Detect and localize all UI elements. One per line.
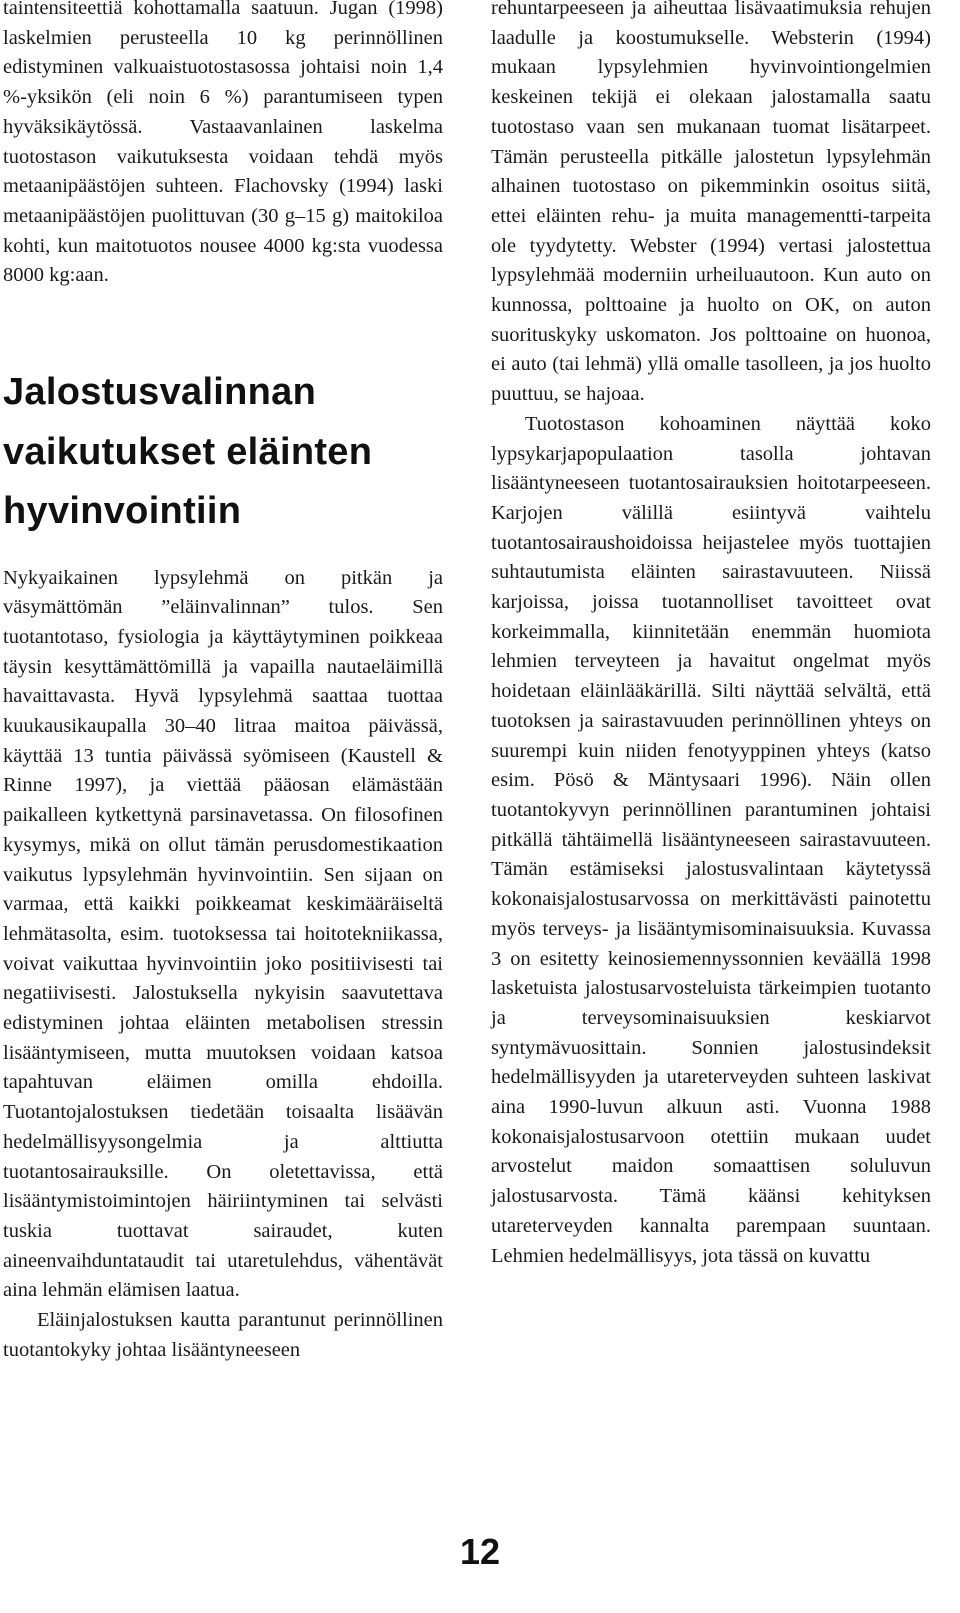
paragraph-section-intro: Nykyaikainen lypsylehmä on pitkän ja väsymättömän ”eläinvalinnan” tulos. Sen tuotantotaso, fysiologia ja käyttäytyminen poikkeaa täysin kesyttämättömillä ja vapailla nautaeläimillä havaittavasta. Hyvä lypsylehmä saattaa tuottaa kuukausikaupalla 30–40 litraa maitoa päivässä, käyttää 13 tuntia päivässä syömiseen (Kaustell & Rinne 1997), ja viettää pääosan elämästään paikalleen kytkettynä parsinavetassa. On filosofinen kysymys, mikä on ollut tämän perusdomestikaation vaikutus lypsylehmän hyvinvointiin. Sen sijaan on varmaa, että kaikki poikkeamat keskimääräiseltä lehmätasolta, esim. tuotoksessa tai hoitotekniikassa, voivat vaikuttaa hyvinvointiin joko positiivisesti tai negatiivisesti. Jalostuksella nykyisin saavutettava edistyminen johtaa eläinten metabolisen stressin lisääntymiseen, mutta muutoksen voidaan katsoa tapahtuvan eläimen omilla ehdoilla. Tuotantojalostuksen tiedetään toisaalta lisäävän hedelmällisyysongelmia ja alttiutta tuotantosairauksille. On oletettavissa, että lisääntymistoimintojen häiriintyminen tai selvästi tuskia tuottavat sairaudet, kuten aineenvaihduntataudit tai utaretulehdus, vähentävät aina lehmän elämisen laatua. (3, 566, 443, 1302)
page-number: 12 (459, 1531, 501, 1572)
paragraph-breeding: Eläinjalostuksen kautta parantunut perinnöllinen tuotantokyky johtaa lisääntyneeseen (3, 1309, 443, 1361)
paragraph-feed-requirements: rehuntarpeeseen ja aiheuttaa lisävaatimuksia rehujen laadulle ja koostumukselle. Websterin (1994) mukaan lypsylehmien hyvinvointiongelmien keskeinen tekijä ei olekaan jalostamalla saatu tuotostaso vaan sen mukanaan tuomat lisätarpeet. Tämän perusteella pitkälle jalostetun lypsylehmän alhainen tuotostaso on pikemminkin osoitus siitä, ettei eläinten rehu- ja muita managementti-tarpeita ole tyydytetty. Webster (1994) vertasi jalostettua lypsylehmää moderniin urheiluautoon. Kun auto on kunnossa, polttoaine ja huolto on OK, on auton suorituskyky uskomaton. Jos polttoaine on huonoa, ei auto (tai lehmä) yllä omalle tasolleen, ja jos huolto puuttuu, se hajoaa. (491, 0, 931, 406)
right-column (491, 0, 931, 1271)
paragraph-production-diseases: Tuotostason kohoaminen näyttää koko lypsykarjapopulaation tasolla johtavan lisääntyneeseen tuotantosairauksien hoitotarpeeseen. Karjojen välillä esiintyvä vaihtelu tuotantosairaushoidoissa heijastelee myös tuottajien suhtautumista eläinten sairastavuuteen. Niissä karjoissa, joissa tuotannolliset tavoitteet ovat korkeimmalla, kiinnitetään enemmän huomiota lehmien terveyteen ja havaitut ongelmat myös hoidetaan eläinlääkärillä. Silti näyttää selvältä, että tuotoksen ja sairastavuuden perinnöllinen yhteys on suurempi kuin niiden fenotyyppinen yhteys (katso esim. Pösö & Mäntysaari 1996). Näin ollen tuotantokyvyn perinnöllinen parantuminen johtaisi pitkällä tähtäimellä lisääntyneeseen sairastavuuteen. Tämän estämiseksi jalostusvalintaan käytetyssä kokonaisjalostusarvossa on merkittävästi painotettu myös terveys- ja lisääntymisominaisuuksia. Kuvassa 3 on esitetty keinosiemennyssonnien keväällä 1998 lasketuista jalostusarvosteluista tärkeimpien tuotanto ja terveysominaisuuksien keskiarvot syntymävuosittain. Sonnien jalostusindeksit hedelmällisyyden ja utareterveyden suhteen laskivat aina 1990-luvun alkuun asti. Vuonna 1988 kokonaisjalostusarvoon otettiin mukaan uudet arvostelut maidon somaattisen soluluvun jalostusarvosta. Tämä käänsi kehityksen utareterveyden kannalta parempaan suuntaan. Lehmien hedelmällisyys, jota tässä on kuvattu (491, 412, 931, 1267)
section-heading: Jalostusvalinnan vaikutukset eläinten hyvinvointiin (3, 371, 373, 533)
paragraph-continuation: taintensiteettiä kohottamalla saatuun. Jugan (1998) laskelmien perusteella 10 kg perinnöllinen edistyminen valkuaistuotostasossa johtaisi noin 1,4 %-yksikön (eli noin 6 %) parantumiseen typen hyväksikäytössä. Vastaavanlainen laskelma tuotostason vaikutuksesta voidaan tehdä myös metaanipäästöjen suhteen. Flachovsky (1994) laski metaanipäästöjen puolittuvan (30 g–15 g) maitokiloa kohti, kun maitotuotos nousee 4000 kg:sta vuodessa 8000 kg:aan. (3, 0, 443, 287)
left-column (3, 0, 443, 1366)
